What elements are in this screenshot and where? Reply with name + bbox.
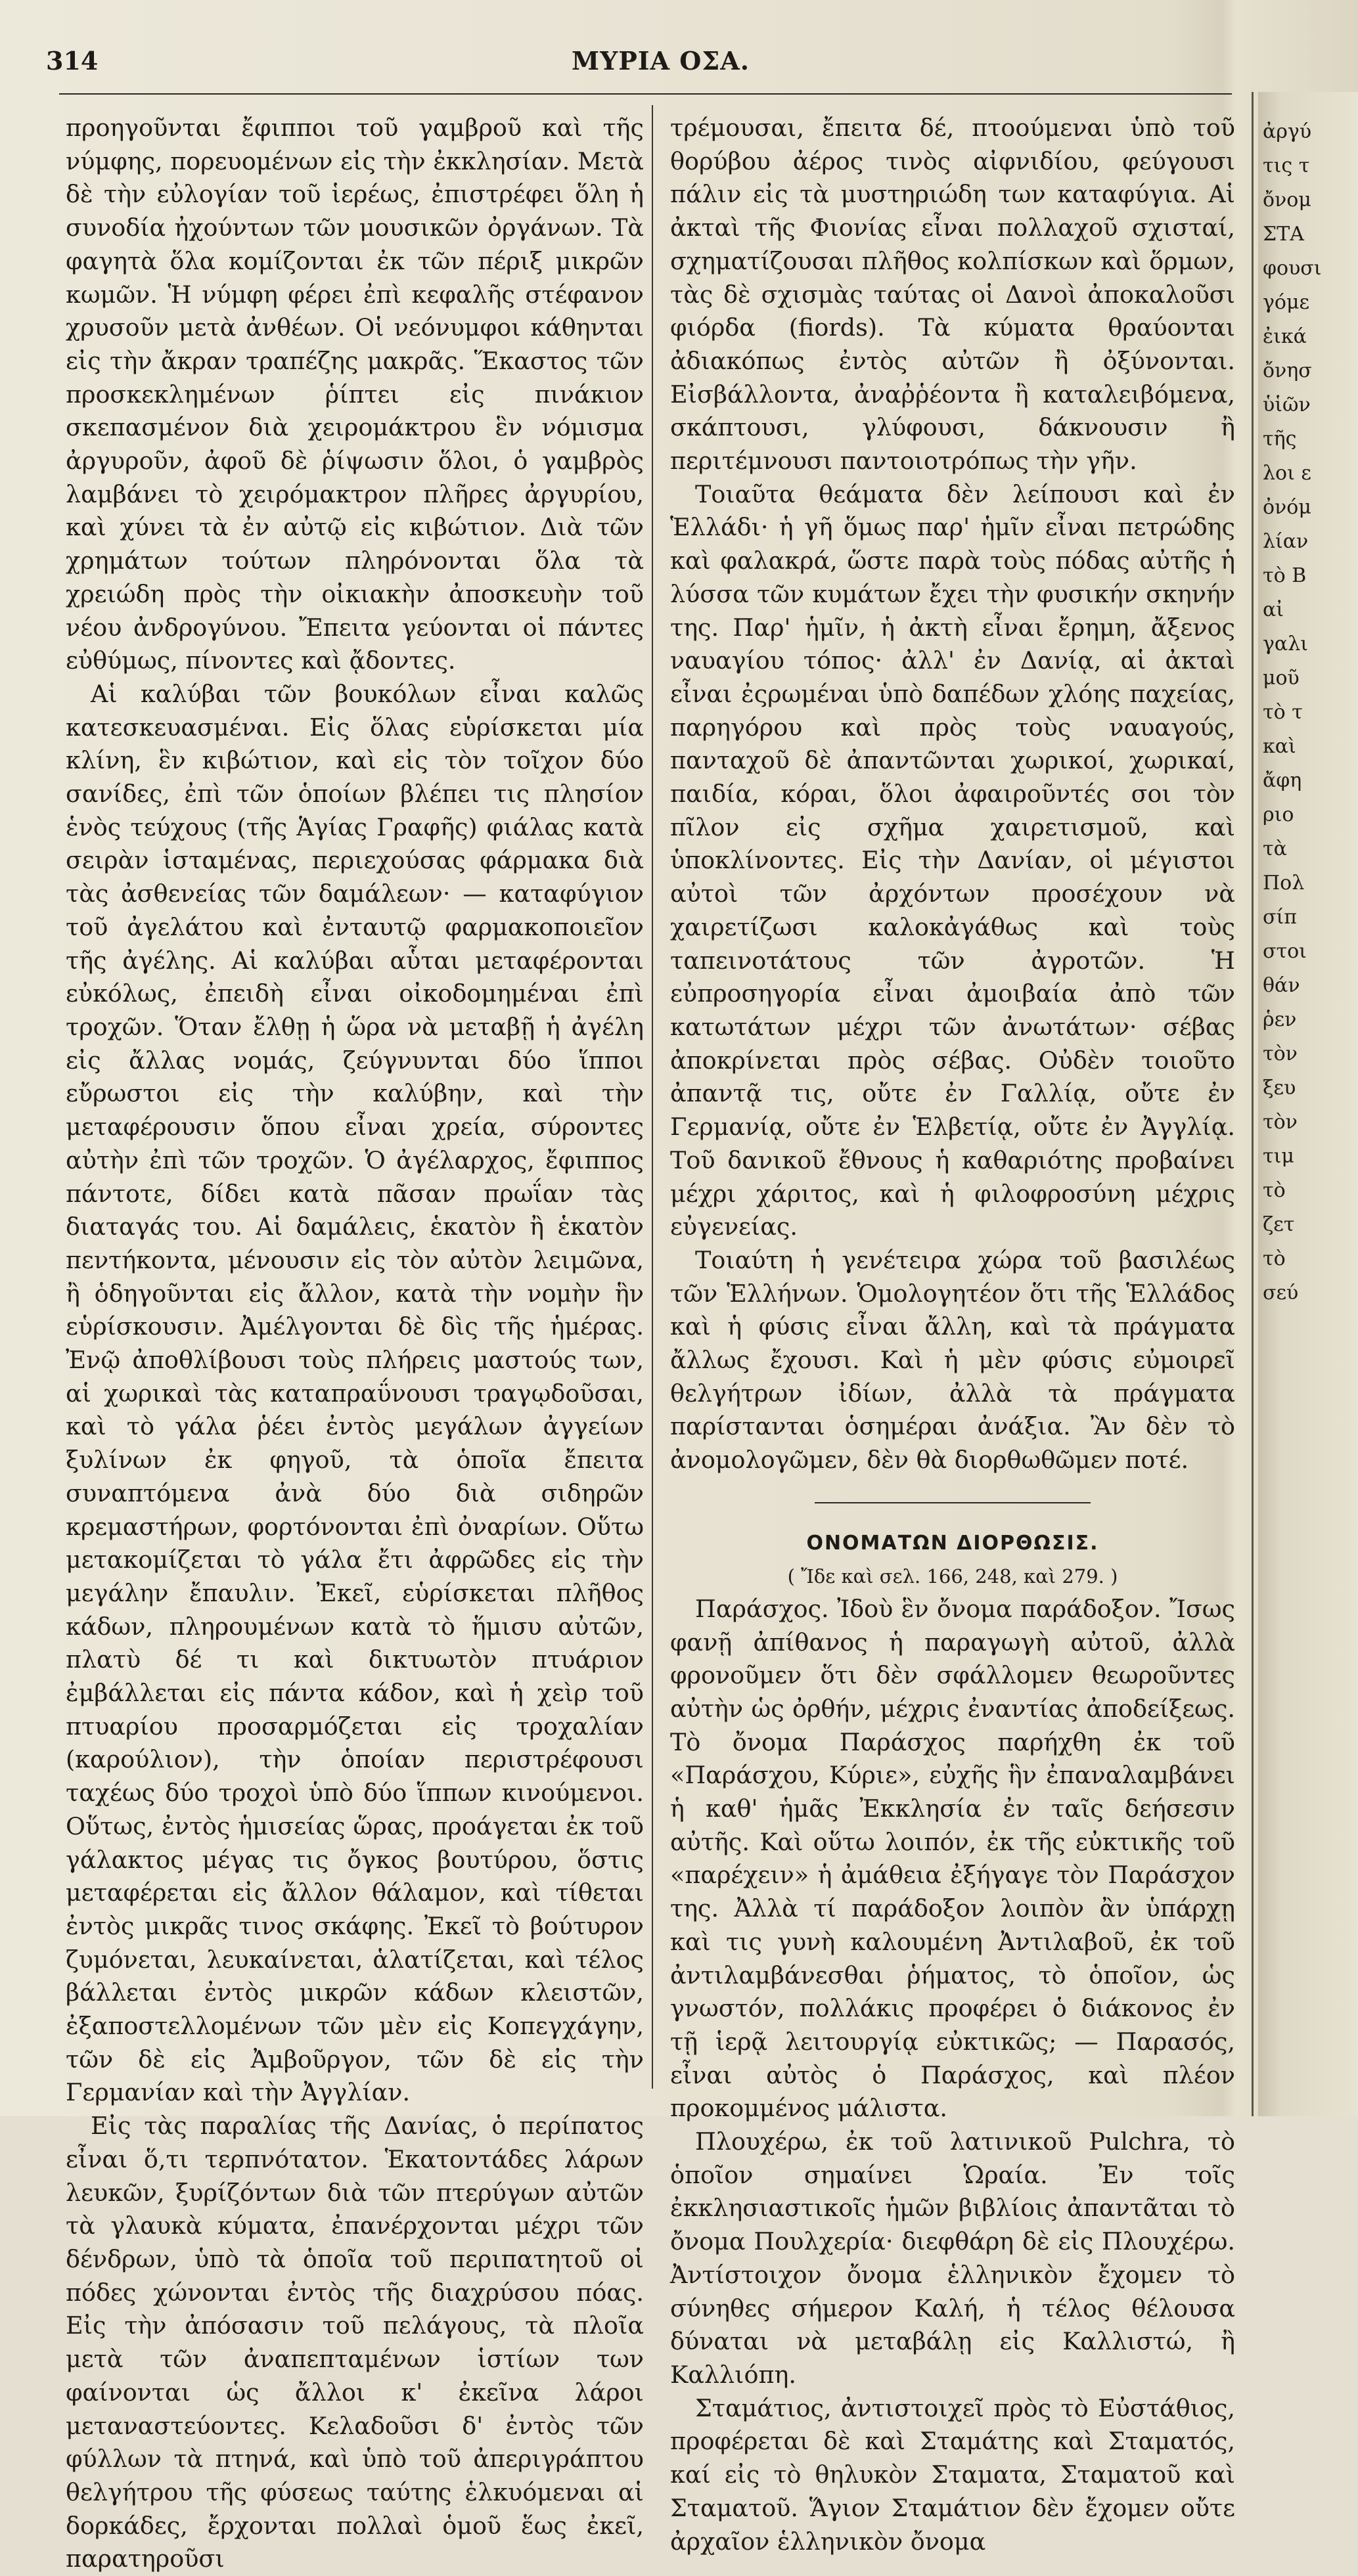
edge-fragment: ῥεν (1263, 1008, 1297, 1031)
edge-fragment: τὸν (1263, 1042, 1298, 1065)
edge-fragment: ὀνόμ (1263, 496, 1311, 519)
edge-fragment: ξευ (1263, 1077, 1296, 1099)
header-rule (59, 93, 1232, 95)
edge-fragment: γαλι (1263, 633, 1308, 655)
edge-fragment: σεύ (1263, 1281, 1299, 1304)
edge-fragment: τὸν (1263, 1111, 1298, 1134)
edge-fragment: ριο (1263, 803, 1294, 826)
edge-fragment: φουσι (1263, 257, 1322, 280)
running-title: ΜΥΡΙΑ ΟΣΑ. (572, 46, 750, 76)
edge-fragment: θάν (1263, 974, 1300, 997)
edge-fragment: καὶ (1263, 735, 1296, 758)
edge-fragment: ἄφη (1263, 769, 1302, 792)
edge-fragment: στοι (1263, 940, 1307, 963)
edge-fragment: λοι ε (1263, 462, 1311, 485)
edge-fragment: ὑἱῶν (1263, 393, 1311, 416)
paragraph: Σταμάτιος, ἀντιστοιχεῖ πρὸς τὸ Εὐστάθιος, προφέρεται δὲ καὶ Σταμάτης καὶ Σταματός, καί εἰς τὸ θηλυκὸν Σταματα, Σταματοῦ καὶ Σταματοῦ. Ἅγιον Σταμάτιον δὲν ἔχομεν οὔτε ἀρχαῖον ἑλληνικὸν ὄνομα (670, 2393, 1235, 2556)
edge-fragment: ἐικά (1263, 325, 1307, 348)
edge-fragment: τὸ (1263, 1179, 1286, 1202)
binding-edge-rule (1252, 92, 1254, 2116)
edge-fragment: τὸ τ (1263, 701, 1303, 724)
edge-fragment: τις τ (1263, 154, 1310, 177)
edge-fragment: ἀργύ (1263, 120, 1312, 143)
edge-fragment: ὄνομ (1263, 189, 1311, 211)
page-header (39, 46, 1222, 92)
paragraph: τρέμουσαι, ἔπειτα δέ, πτοούμεναι ὑπὸ τοῦ θορύβου ἀέρος τινὸς αἰφνιδίου, φεύγουσι πάλιν εἰς τὰ μυστηριώδη των καταφύγια. Αἱ ἀκταὶ τῆς Φιονίας εἶναι πολλαχοῦ σχισταί, σχηματίζουσαι πλῆθος κολπίσκων καὶ ὅρμων, τὰς δὲ σχισμὰς ταύτας οἱ Δανοὶ ἀποκαλοῦσι φιόρδα (fiords). Τὰ κύματα θραύονται ἀδιακόπως ἐντὸς αὐτῶν ἢ ὀξύνονται. Εἰσβάλλοντα, ἀναῤῥέοντα ἢ καταλειβόμενα, σκάπτουσι, γλύφουσι, δάκνουσιν ἢ περιτέμνουσι παντοιοτρόπως τὴν γῆν. (670, 114, 1235, 476)
section-title: ΟΝΟΜΑΤΩΝ ΔΙΟΡΘΩΣΙΣ. (806, 1531, 1099, 1555)
paragraph: Εἰς τὰς παραλίας τῆς Δανίας, ὁ περίπατος εἶναι ὅ,τι τερπνότατον. Ἑκατοντάδες λάρων λευκῶν, ξυρίζόντων διὰ τῶν πτερύγων αὐτῶν τὰ γλαυκὰ κύματα, ἐπανέρχονται μέχρι τῶν δένδρων, ὑπὸ τὰ ὁποῖα τοῦ περιπατητοῦ οἱ πόδες χώνονται ἐντὸς τῆς διαχρύσου πόας. Εἰς τὴν ἀπόσασιν τοῦ πελάγους, τὰ πλοῖα μετὰ τῶν ἀναπεπταμένων ἱστίων των φαίνονται ὡς ἄλλοι κ' ἐκεῖνα λάροι μεταναστεύοντες. Κελαδοῦσι δ' ἐντὸς τῶν φύλλων τὰ πτηνά, καὶ ὑπὸ τοῦ ἀπεριγράπτου θελγήτρου τῆς φύσεως ταύτης ἑλκυόμεναι αἱ δορκάδες, ἔρχονται πολλαὶ ὁμοῦ ἕως ἐκεῖ, παρατηροῦσι (66, 2112, 644, 2573)
edge-fragment: γόμε (1263, 291, 1310, 314)
paragraph: Αἱ καλύβαι τῶν βουκόλων εἶναι καλῶς κατεσκευασμέναι. Εἰς ὅλας εὑρίσκεται μία κλίνη, ἓν κιβώτιον, καὶ εἰς τὸν τοῖχον δύο σανίδες, ἐπὶ τῶν ὁποίων βλέπει τις πλησίον ἑνὸς τεύχους (τῆς Ἁγίας Γραφῆς) φιάλας κατὰ σειρὰν ἱσταμένας, περιεχούσας φάρμακα διὰ τὰς ἀσθενείας τῶν δαμάλεων· — καταφύγιον τοῦ ἀγελάτου καὶ ἐνταυτῷ φαρμακοποιεῖον τῆς ἀγέλης. Αἱ καλύβαι αὗται μεταφέρονται εὐκόλως, ἐπειδὴ εἶναι οἰκοδομημέναι ἐπὶ τροχῶν. Ὅταν ἔλθῃ ἡ ὥρα νὰ μεταβῇ ἡ ἀγέλη εἰς ἄλλας νομάς, ζεύγνυνται δύο ἵπποι εὔρωστοι εἰς τὴν καλύβην, καὶ τὴν μεταφέρουσιν ὅπου εἶναι χρεία, σύροντες αὐτὴν ἐπὶ τῶν τροχῶν. Ὁ ἀγέλαρχος, ἔφιππος πάντοτε, δίδει κατὰ πᾶσαν πρωΐαν τὰς διαταγάς του. Αἱ δαμάλεις, ἑκατὸν ἢ ἑκατὸν πεντήκοντα, μένουσιν εἰς τὸν αὐτὸν λειμῶνα, ἢ ὁδηγοῦνται εἰς ἄλλον, κατὰ τὴν νομὴν ἣν εὑρίσκουσιν. Ἀμέλγονται δὲ δὶς τῆς ἡμέρας. Ἐνῷ ἀποθλίβουσι τοὺς πλήρεις μαστούς των, αἱ χωρικαὶ τὰς καταπραΰνουσι τραγῳδοῦσαι, καὶ τὸ γάλα ῥέει ἐντὸς μεγάλων ἀγγείων ξυλίνων ἐκ φηγοῦ, τὰ ὁποῖα ἔπειτα συναπτόμενα ἀνὰ δύο διὰ σιδηρῶν κρεμαστήρων, φορτόνονται ἐπὶ ὀναρίων. Οὕτω μετακομίζεται τὸ γάλα ἔτι ἀφρῶδες εἰς τὴν μεγάλην ἔπαυλιν. Ἐκεῖ, εὑρίσκεται πλῆθος κάδων, πληρουμένων κατὰ τὸ ἥμισυ αὐτῶν, πλατὺ δέ τι καὶ δικτυωτὸν πτυάριον ἐμβάλλεται εἰς πάντα κάδον, καὶ ἡ χεὶρ τοῦ πτυαρίου προσαρμόζεται εἰς τροχαλίαν (καρούλιον), τὴν ὁποίαν περιστρέφουσι ταχέως δύο τροχοὶ ὑπὸ δύο ἵππων κινούμενοι. Οὕτως, ἐντὸς ἡμισείας ὥρας, προάγεται ἐκ τοῦ γάλακτος μέγας τις ὄγκος βουτύρου, ὅστις μεταφέρεται εἰς ἄλλον θάλαμον, καὶ τίθεται ἐντὸς μικρᾶς τινος σκάφης. Ἐκεῖ τὸ βούτυρον ζυμόνεται, λευκαίνεται, ἁλατίζεται, καὶ τέλος βάλλεται ἐντὸς μικρῶν κάδων κλειστῶν, ἐξαποστελλομένων τῶν μὲν εἰς Κοπεγχάγην, τῶν δὲ εἰς Ἀμβοῦργον, τῶν δὲ εἰς τὴν Γερμανίαν καὶ τὴν Ἀγγλίαν. (66, 679, 644, 2107)
paragraph: Παράσχος. Ἰδοὺ ἓν ὄνομα παράδοξον. Ἴσως φανῇ ἀπίθανος ἡ παραγωγὴ αὐτοῦ, ἀλλὰ φρονοῦμεν ὅτι δὲν σφάλλομεν θεωροῦντες αὐτὴν ὡς ὀρθήν, μέχρις ἐναντίας ἀποδείξεως. Τὸ ὄνομα Παράσχος παρήχθη ἐκ τοῦ «Παράσχου, Κύριε», εὐχῆς ἣν ἐπαναλαμβάνει ἡ καθ' ἡμᾶς Ἐκκλησία ἐν ταῖς δεήσεσιν αὐτῆς. Καὶ οὕτω λοιπόν, ἐκ τῆς εὐκτικῆς τοῦ «παρέχειν» ἡ ἀμάθεια ἐξήγαγε τὸν Παράσχον της. Ἀλλὰ τί παράδοξον λοιπὸν ἂν ὑπάρχῃ καὶ τις γυνὴ καλουμένη Ἀντιλαβοῦ, ἐκ τοῦ ἀντιλαμβάνεσθαι ῥήματος, τὸ ὁποῖον, ὡς γνωστόν, πολλάκις προφέρει ὁ διάκονος ἐν τῇ ἱερᾷ λειτουργίᾳ εὐκτικῶς; — Παρασός, εἶναι αὐτὸς ὁ Παράσχος, καὶ πλέον προκομμένος μάλιστα. (670, 1594, 1235, 2123)
paragraph: προηγοῦνται ἔφιπποι τοῦ γαμβροῦ καὶ τῆς νύμφης, πορευομένων εἰς τὴν ἐκκλησίαν. Μετὰ δὲ τὴν εὐλογίαν τοῦ ἱερέως, ἐπιστρέφει ὅλη ἡ συνοδία ἠχούντων τῶν μουσικῶν ὀργάνων. Τὰ φαγητὰ ὅλα κομίζονται ἐκ τῶν πέριξ μικρῶν κωμῶν. Ἡ νύμφη φέρει ἐπὶ κεφαλῆς στέφανον χρυσοῦν μετὰ ἀνθέων. Οἱ νεόνυμφοι κάθηνται εἰς τὴν ἄκραν τραπέζης μακρᾶς. Ἕκαστος τῶν προσκεκλημένων ῥίπτει εἰς πινάκιον σκεπασμένον διὰ χειρομάκτρου ἓν νόμισμα ἀργυροῦν, ἀφοῦ δὲ ῥίψωσιν ὅλοι, ὁ γαμβρὸς λαμβάνει τὸ χειρόμακτρον πλῆρες ἀργυρίου, καὶ χύνει τὰ ἐν αὐτῷ εἰς κιβώτιον. Διὰ τῶν χρημάτων τούτων πληρόνονται ὅλα τὰ χρειώδη πρὸς τὴν οἰκιακὴν ἀποσκευὴν τοῦ νέου ἀνδρογύνου. Ἔπειτα γεύονται οἱ πάντες εὐθύμως, πίνοντες καὶ ᾄδοντες. (66, 114, 644, 675)
paragraph: Τοιαῦτα θεάματα δὲν λείπουσι καὶ ἐν Ἑλλάδι· ἡ γῆ ὅμως παρ' ἡμῖν εἶναι πετρώδης καὶ φαλακρά, ὥστε παρὰ τοὺς πόδας αὐτῆς ἡ λύσσα τῶν κυμάτων ἔχει τὴν φυσικήν σκηνήν της. Παρ' ἡμῖν, ἡ ἀκτὴ εἶναι ἔρημη, ἄξενος ναυαγίου τόπος· ἀλλ' ἐν Δανίᾳ, αἱ ἀκταὶ εἶναι ἐςρωμέναι ὑπὸ δαπέδων χλόης παχείας, παρηγόρου καὶ πρὸς τοὺς ναυαγούς, πανταχοῦ δὲ ἀπαντῶνται χωρικοί, χωρικαί, παιδία, κόραι, ὅλοι ἀφαιροῦντές σοι τὸν πῖλον εἰς σχῆμα χαιρετισμοῦ, καὶ ὑποκλίνοντες. Εἰς τὴν Δανίαν, οἱ μέγιστοι αὐτοὶ τῶν ἀρχόντων προσέχουν νὰ χαιρετίζωσι καλοκἀγάθως καὶ τοὺς ταπεινοτάτους τῶν ἀγροτῶν. Ἡ εὐπροσηγορία εἶναι ἀμοιβαία ἀπὸ τῶν κατωτάτων μέχρι τῶν ἀνωτάτων· σέβας ἀποκρίνεται πρὸς σέβας. Οὐδὲν τοιοῦτο ἀπαντᾷ τις, οὔτε ἐν Γαλλίᾳ, οὔτε ἐν Γερμανίᾳ, οὔτε ἐν Ἑλβετίᾳ, οὔτε ἐν Ἀγγλίᾳ. Τοῦ δανικοῦ ἔθνους ἡ καθαριότης προβαίνει μέχρι χάριτος, καὶ ἡ φιλοφροσύνη μέχρις εὐγενείας. (670, 479, 1235, 1241)
edge-fragment: λίαν (1263, 530, 1309, 553)
edge-fragment: αἰ (1263, 598, 1284, 621)
edge-fragment: τιμ (1263, 1145, 1294, 1168)
edge-fragment: μοῦ (1263, 667, 1300, 690)
edge-fragment: ζετ (1263, 1213, 1295, 1236)
edge-fragment: τῆς (1263, 428, 1297, 451)
section-divider (815, 1502, 1091, 1503)
edge-fragment: τὸ (1263, 1247, 1286, 1270)
edge-fragment: Πολ (1263, 872, 1305, 895)
next-page-edge-text (1263, 115, 1355, 2085)
edge-fragment: σίπ (1263, 906, 1297, 929)
edge-fragment: ὄνησ (1263, 359, 1312, 382)
edge-fragment: τὸ Β (1263, 564, 1307, 587)
edge-fragment: ΣΤΑ (1263, 223, 1304, 246)
column-divider (652, 105, 653, 2089)
paragraph: Τοιαύτη ἡ γενέτειρα χώρα τοῦ βασιλέως τῶν Ἑλλήνων. Ὁμολογητέον ὅτι τῆς Ἑλλάδος καὶ ἡ φύσις εἶναι ἄλλη, καὶ τὰ πράγματα ἄλλως ἔχουσι. Καὶ ἡ μὲν φύσις εὐμοιρεῖ θελγήτρων ἰδίων, ἀλλὰ τὰ πράγματα παρίστανται ὁσημέραι ἀνάξια. Ἂν δὲν τὸ ἀνομολογῶμεν, δὲν θὰ διορθωθῶμεν ποτέ. (670, 1245, 1235, 1475)
paragraph: Πλουχέρω, ἐκ τοῦ λατινικοῦ Pulchra, τὸ ὁποῖον σημαίνει Ὡραία. Ἐν τοῖς ἐκκλησιαστικοῖς ἡμῶν βιβλίοις ἀπαντᾶται τὸ ὄνομα Πουλχερία· διεφθάρη δὲ εἰς Πλουχέρω. Ἀντίστοιχον ὄνομα ἑλληνικὸν ἔχομεν τὸ σύνηθες σήμερον Καλή, ἡ τέλος θέλουσα δύναται νὰ μεταβάλῃ εἰς Καλλιστώ, ἢ Καλλιόπη. (670, 2127, 1235, 2389)
left-column (66, 112, 644, 2573)
section-reference: ( Ἴδε καὶ σελ. 166, 248, καὶ 279. ) (787, 1565, 1118, 1588)
edge-fragment: τὰ (1263, 837, 1287, 860)
right-column (670, 112, 1235, 2556)
page-number: 314 (46, 46, 99, 76)
